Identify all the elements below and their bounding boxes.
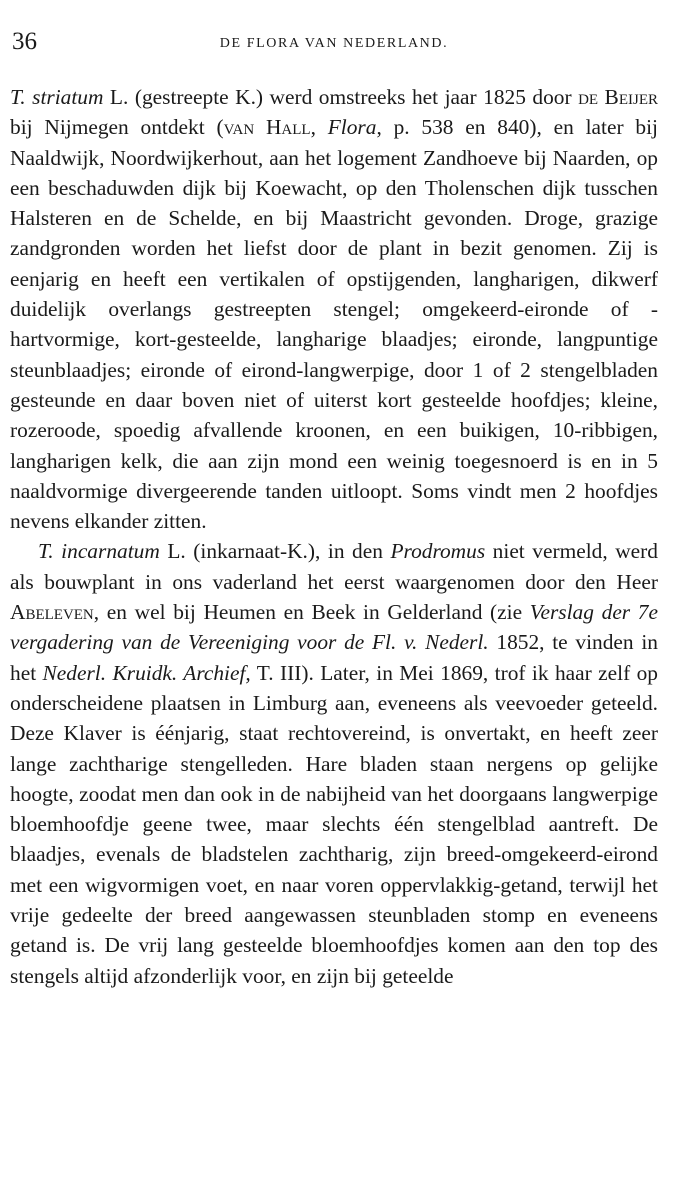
body-text [10,82,658,991]
species-name: T. incarnatum [38,539,160,564]
species-name: T. striatum [10,85,104,109]
text-run: L. (inkarnaat-K.), in den [159,539,391,564]
page-number: 36 [12,28,37,55]
text-run: , p. 538 en 840), en later bij Naaldwijk, Noordwijkerhout, aan het logement Zandhoeve bij Naarden, op een beschaduwden dijk bij Koewacht, op den Tholenschen dijk tusschen Halsteren en de Schelde, en bij Maastricht gevonden. Droge, grazige zandgronden worden het liefst door de plant in bezit genomen. Zij is eenjarig en heeft een vertikalen of opstijgenden, langharigen, dikwerf duidelijk overlangs gestreepten stengel; omgekeerd-eironde of -hartvormige, kort-gesteelde, langharige blaadjes; eironde, langpuntige steunblaadjes; eironde of eirond-langwerpige, door 1 of 2 stengelbladen gesteunde en daar boven niet of uiterst kort gesteelde hoofdjes; kleine, rozeroode, spoedig afvallende kroonen, en een buikigen, 10-ribbigen, langharigen kelk, die aan zijn mond een weinig toegesnoerd is en in 5 naaldvormige divergeerende tanden uitloopt. Soms vindt men 2 hoofdjes nevens elkander zitten. [10,115,658,534]
text-run: niet vermeld, werd als bouwplant in ons vaderland het eerst waargenomen door den Heer [10,539,658,594]
work-title: Verslag der 7e vergadering van de Vereeniging voor de Fl. v. Nederl. [10,600,658,655]
author-name: Abeleven [10,600,94,625]
running-head: DE FLORA VAN NEDERLAND. [219,36,449,51]
paragraph-trifolium-striatum [10,82,658,536]
work-title: Flora [327,115,377,140]
text-run: L. (gestreepte K.) werd omstreeks het jaar 1825 door [103,85,579,109]
work-title: Prodromus [390,539,486,564]
author-name: van Hall [223,115,311,140]
text-run: , [310,115,328,140]
page-header [10,28,658,64]
paragraph-trifolium-incarnatum [10,536,658,990]
text-run: bij Nijmegen ontdekt ( [10,115,224,140]
author-name: de Beijer [578,85,658,109]
text-run: 1852, te vinden in het [10,630,658,685]
work-title: Nederl. Kruidk. Archief, [42,660,251,685]
text-run: , en wel bij Heumen en Beek in Gelderland (zie [93,600,530,625]
text-run: T. III). Later, in Mei 1869, trof ik haar zelf op onderscheidene plaatsen in Limburg aan, eveneens als veevoeder geteeld. Deze Klaver is éénjarig, staat rechtovereind, is onvertakt, en heeft zeer lange zachtharige stengelleden. Hare bladen staan nergens op gelijke hoogte, zoodat men dan ook in de nabijheid van het doorgaans langwerpige bloemhoofdje geene twee, maar slechts één stengelblad aantreft. De blaadjes, evenals de bladstelen zachtharig, zijn breed-omgekeerd-eirond met een wigvormigen voet, en naar voren oppervlakkig-getand, terwijl het vrije gedeelte der breed aangewassen steunbladen stomp en eveneens getand is. De vrij lang gesteelde bloemhoofdjes komen aan den top des stengels altijd afzonderlijk voor, en zijn bij geteelde [10,660,658,988]
